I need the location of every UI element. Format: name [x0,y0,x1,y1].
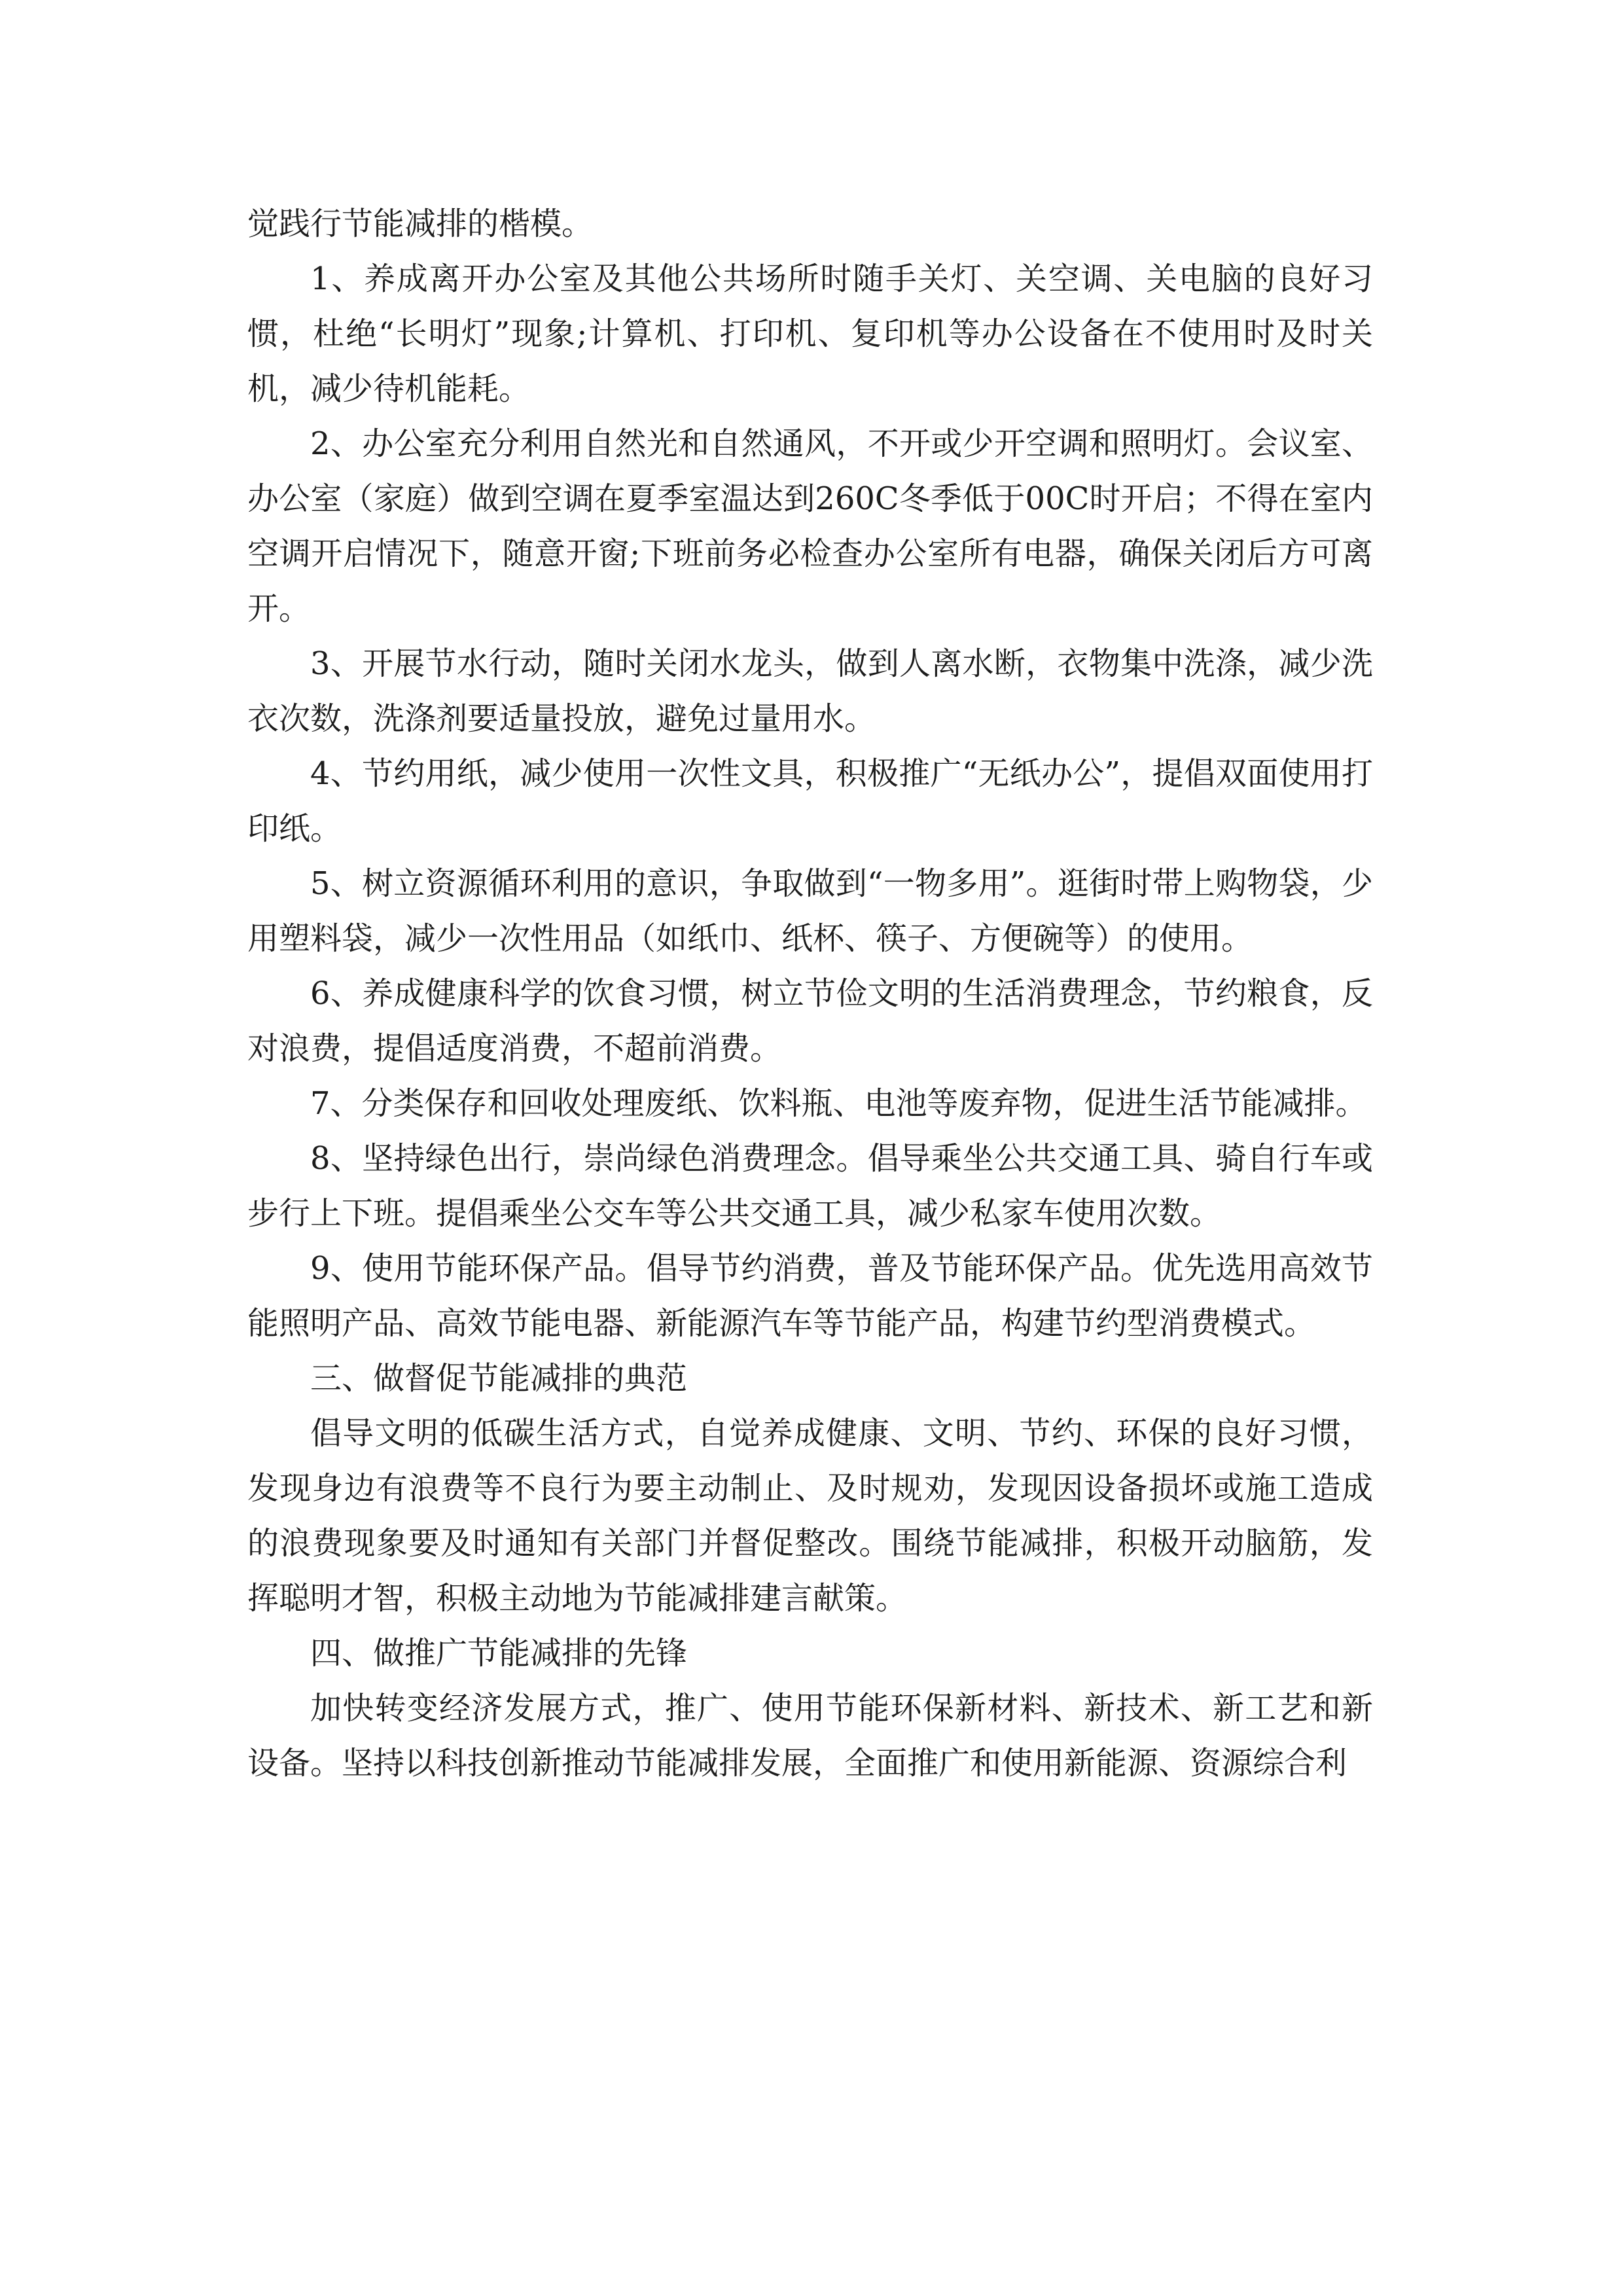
paragraph-item-7: 7、分类保存和回收处理废纸、饮料瓶、电池等废弃物，促进生活节能减排。 [310,1085,1367,1122]
paragraph-item-8: 8、坚持绿色出行，崇尚绿色消费理念。倡导乘坐公共交通工具、骑自行车或步行上下班。提倡乘坐公交车等公共交通工具，减少私家车使用次数。 [247,1140,1373,1232]
document-body [247,196,1373,1791]
paragraph-section-4-body: 加快转变经济发展方式，推广、使用节能环保新材料、新技术、新工艺和新设备。坚持以科技创新推动节能减排发展，全面推广和使用新能源、资源综合利 [247,1690,1373,1782]
section-heading-3: 三、做督促节能减排的典范 [310,1360,688,1397]
paragraph-item-2: 2、办公室充分利用自然光和自然通风，不开或少开空调和照明灯。会议室、办公室（家庭）做到空调在夏季室温达到260C冬季低于00C时开启；不得在室内空调开启情况下，随意开窗;下班前务必检查办公室所有电器，确保关闭后方可离开。 [247,425,1373,627]
paragraph-item-1: 1、养成离开办公室及其他公共场所时随手关灯、关空调、关电脑的良好习惯，杜绝“长明灯”现象;计算机、打印机、复印机等办公设备在不使用时及时关机，减少待机能耗。 [247,260,1373,407]
paragraph-item-9: 9、使用节能环保产品。倡导节约消费，普及节能环保产品。优先选用高效节能照明产品、高效节能电器、新能源汽车等节能产品，构建节约型消费模式。 [247,1250,1373,1342]
paragraph-item-4: 4、节约用纸，减少使用一次性文具，积极推广“无纸办公”，提倡双面使用打印纸。 [247,755,1373,847]
paragraph-item-3: 3、开展节水行动，随时关闭水龙头，做到人离水断，衣物集中洗涤，减少洗衣次数，洗涤剂要适量投放，避免过量用水。 [247,645,1373,737]
paragraph-item-5: 5、树立资源循环利用的意识，争取做到“一物多用”。逛街时带上购物袋，少用塑料袋，减少一次性用品（如纸巾、纸杯、筷子、方便碗等）的使用。 [247,865,1373,957]
paragraph-continuation: 觉践行节能减排的楷模。 [247,206,594,242]
section-heading-4: 四、做推广节能减排的先锋 [310,1635,688,1672]
paragraph-item-6: 6、养成健康科学的饮食习惯，树立节俭文明的生活消费理念，节约粮食，反对浪费，提倡适度消费，不超前消费。 [247,975,1373,1067]
paragraph-section-3-body: 倡导文明的低碳生活方式，自觉养成健康、文明、节约、环保的良好习惯，发现身边有浪费等不良行为要主动制止、及时规劝，发现因设备损坏或施工造成的浪费现象要及时通知有关部门并督促整改。围绕节能减排，积极开动脑筋，发挥聪明才智，积极主动地为节能减排建言献策。 [247,1415,1373,1617]
